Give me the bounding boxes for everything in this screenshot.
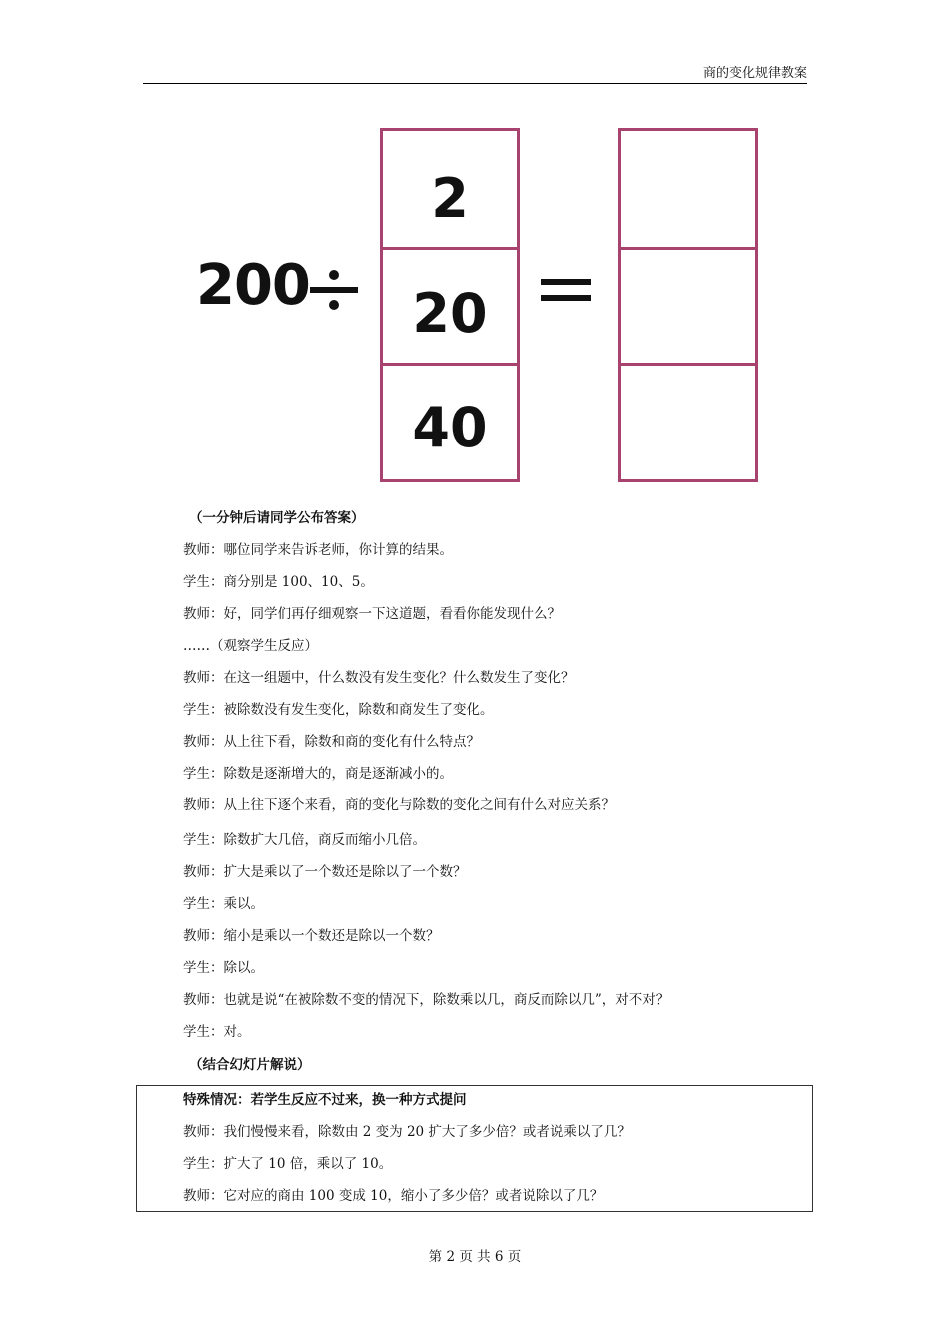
quotient-column <box>618 128 758 482</box>
divisor-number: 20 <box>412 282 488 345</box>
instruction-note: （一分钟后请同学公布答案） <box>189 510 365 526</box>
dialogue-line: 教师：从上往下逐个来看，商的变化与除数的变化之间有什么对应关系？ <box>183 797 615 813</box>
quotient-cell <box>621 363 755 479</box>
dialogue-line: 学生：除数扩大几倍，商反而缩小几倍。 <box>183 832 426 848</box>
special-case-line: 教师：它对应的商由 100 变成 10，缩小了多少倍？或者说除以了几？ <box>183 1188 604 1204</box>
page-number: 第 2 页 共 6 页 <box>428 1249 522 1265</box>
dialogue-line: 教师：在这一组题中，什么数没有发生变化？什么数发生了变化？ <box>183 670 575 686</box>
divisor-number: 40 <box>412 396 488 459</box>
dialogue-line: 教师：缩小是乘以一个数还是除以一个数？ <box>183 928 440 944</box>
dialogue-line: 教师：好，同学们再仔细观察一下这道题，看看你能发现什么？ <box>183 606 561 622</box>
dialogue-line: 教师：从上往下看，除数和商的变化有什么特点？ <box>183 734 480 750</box>
divisor-cell <box>383 247 517 363</box>
dialogue-line: 学生：被除数没有发生变化，除数和商发生了变化。 <box>183 702 494 718</box>
equals-sign-icon <box>541 279 591 301</box>
divisor-column <box>380 128 520 482</box>
special-case-line: 教师：我们慢慢来看，除数由 2 变为 20 扩大了多少倍？或者说乘以了几？ <box>183 1124 631 1140</box>
dialogue-line: 教师：扩大是乘以了一个数还是除以了一个数？ <box>183 864 467 880</box>
header-rule <box>143 83 807 84</box>
quotient-cell <box>621 131 755 247</box>
dividend-number: 200 <box>196 253 310 318</box>
divisor-number: 2 <box>431 167 469 230</box>
dialogue-line: 教师：哪位同学来告诉老师，你计算的结果。 <box>183 542 453 558</box>
dialogue-line: 学生：商分别是 100、10、5。 <box>183 574 374 590</box>
dialogue-line: 教师：也就是说“在被除数不变的情况下，除数乘以几，商反而除以几”，对不对？ <box>183 992 670 1008</box>
instruction-note: （结合幻灯片解说） <box>189 1057 311 1073</box>
dialogue-line: 学生：乘以。 <box>183 896 264 912</box>
dialogue-line: ……（观察学生反应） <box>183 638 318 654</box>
division-sign-icon <box>310 270 358 310</box>
header-title: 商的变化规律教案 <box>702 66 807 81</box>
dialogue-line: 学生：对。 <box>183 1024 251 1040</box>
dialogue-line: 学生：除数是逐渐增大的，商是逐渐减小的。 <box>183 766 453 782</box>
special-case-line: 学生：扩大了 10 倍，乘以了 10。 <box>183 1156 393 1172</box>
divisor-cell <box>383 363 517 479</box>
dialogue-line: 学生：除以。 <box>183 960 264 976</box>
quotient-cell <box>621 247 755 363</box>
special-case-title: 特殊情况：若学生反应不过来，换一种方式提问 <box>183 1092 467 1108</box>
divisor-cell <box>383 131 517 247</box>
